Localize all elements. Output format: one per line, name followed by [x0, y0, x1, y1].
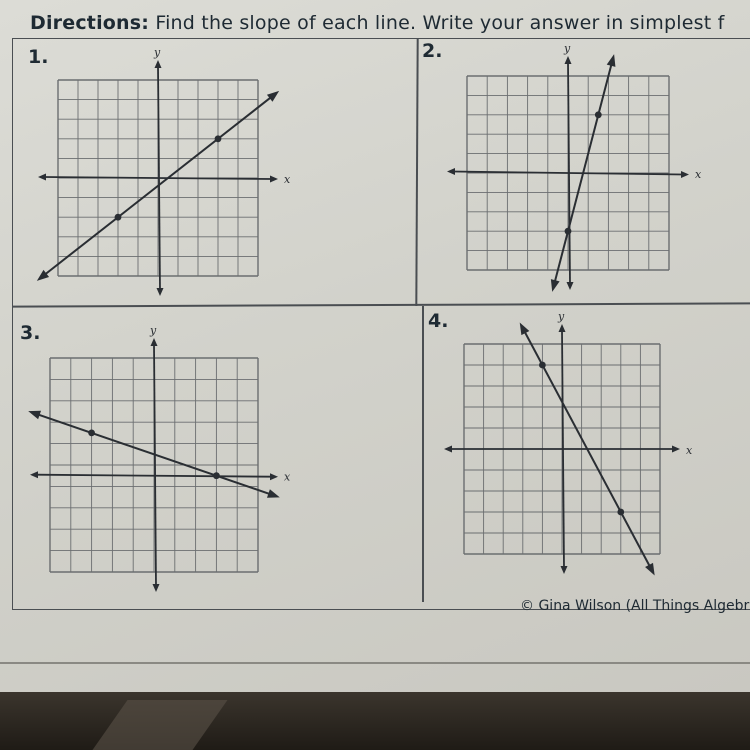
y-axis-label: y [154, 46, 161, 59]
plotted-point [213, 472, 220, 479]
x-axis-label: x [284, 173, 291, 186]
problem-number-2: 2. [422, 40, 443, 62]
copyright-notice: © Gina Wilson (All Things Algebr [520, 598, 750, 614]
page-edge [0, 662, 750, 664]
plotted-point [595, 111, 602, 118]
coordinate-plane-1 [58, 46, 291, 276]
y-axis-label: y [558, 310, 565, 323]
vertical-divider-lower [422, 306, 424, 602]
problem-number-1: 1. [28, 46, 49, 68]
coordinate-plane-2 [467, 42, 702, 270]
problem-number-4: 4. [428, 310, 449, 332]
y-axis-label: y [564, 42, 571, 55]
x-axis [36, 475, 272, 477]
coordinate-plane-4 [464, 310, 693, 554]
directions-body: Find the slope of each line. Write your answer in simplest f [149, 12, 725, 34]
plotted-point [115, 214, 122, 221]
plotted-point [565, 228, 572, 235]
problem-number-3: 3. [20, 322, 41, 344]
plotted-point [88, 430, 95, 437]
plotted-point [539, 362, 546, 369]
directions-lead: Directions: [30, 12, 150, 34]
coordinate-plane-3 [50, 324, 291, 572]
x-axis-label: x [284, 470, 291, 484]
x-axis-label: x [695, 168, 702, 181]
y-axis-label: y [150, 324, 157, 337]
x-axis-label: x [686, 444, 693, 457]
plotted-point [617, 509, 624, 516]
plotted-point [215, 135, 222, 142]
directions-text [30, 12, 724, 34]
